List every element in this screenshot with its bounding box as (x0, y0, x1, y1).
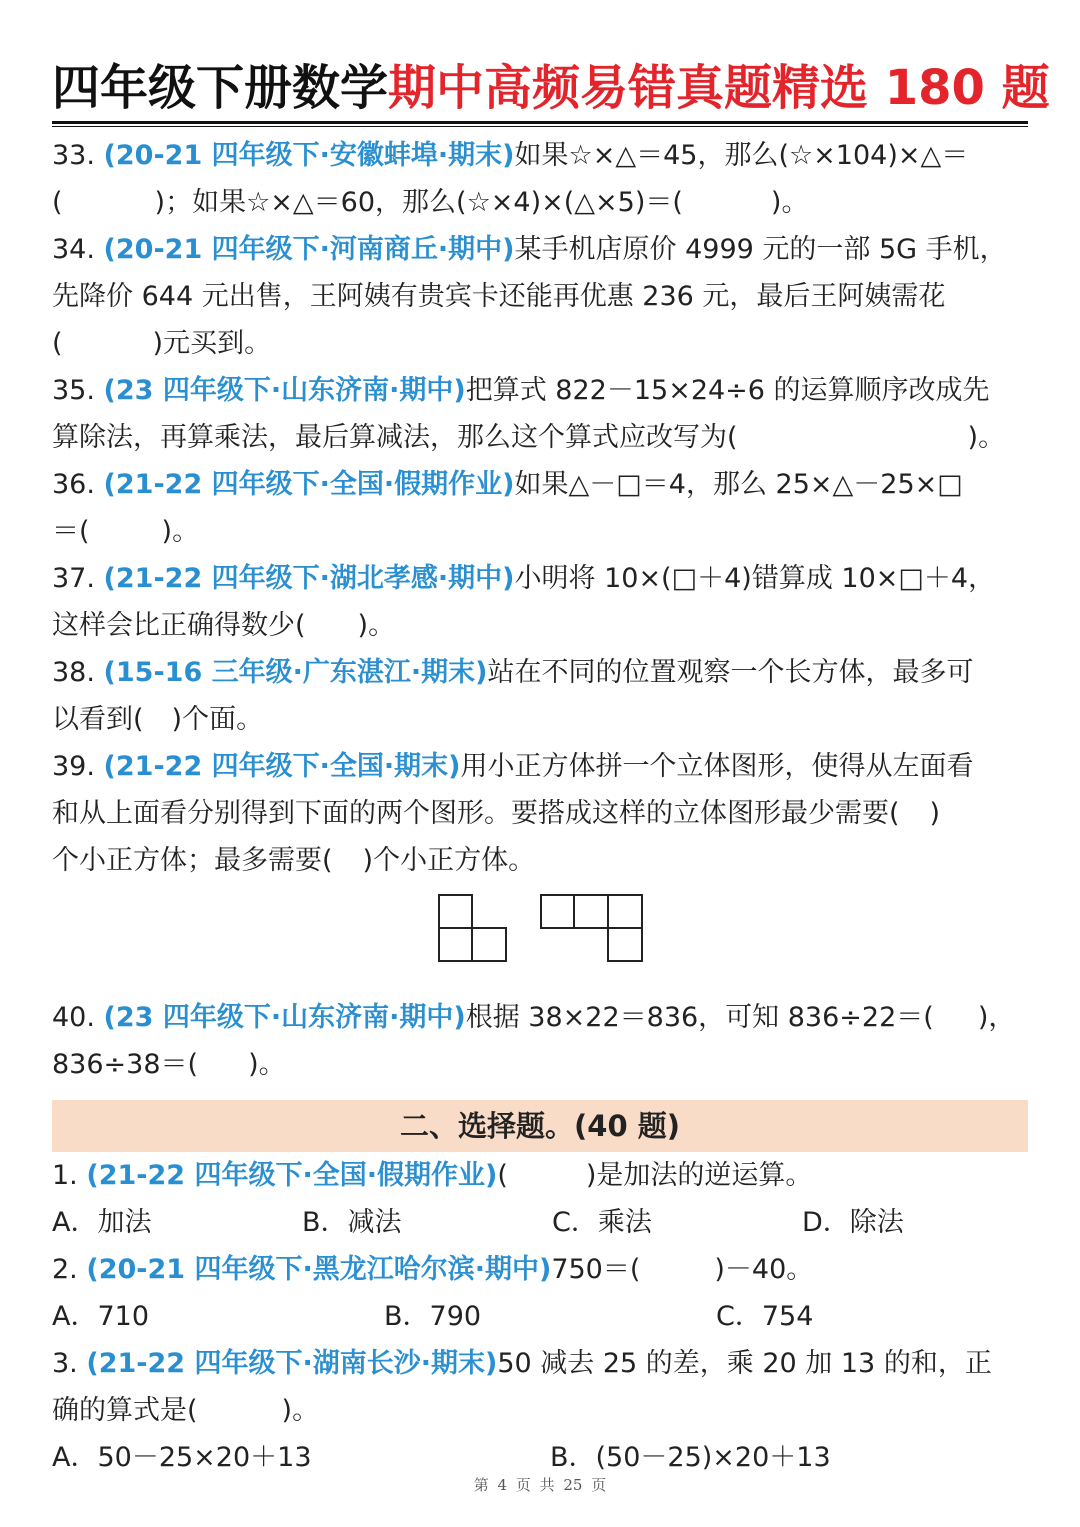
question-source: (23 四年级下·山东济南·期中) (103, 375, 466, 406)
top-view-figure (540, 894, 644, 962)
question-text: 750＝( (551, 1254, 641, 1285)
question-text: 把算式 822－15×24÷6 的运算顺序改成先 (465, 375, 990, 406)
question-number: 1. (52, 1160, 78, 1191)
question-text: )个面。 (171, 704, 264, 735)
question-source: (20-21 四年级下·河南商丘·期中) (103, 234, 515, 265)
title-black-part: 四年级下册数学 (52, 60, 389, 116)
question-36-line2 (52, 508, 1028, 555)
question-text: ( (497, 1160, 508, 1191)
question-text: )。 (357, 610, 396, 641)
question-source: (20-21 四年级下·安徽蚌埠·期末) (103, 140, 515, 171)
choice-options (52, 1199, 1028, 1246)
page-title (52, 52, 1050, 124)
question-39-line3 (52, 837, 1028, 884)
question-text: 某手机店原价 4999 元的一部 5G 手机， (514, 234, 1007, 265)
question-text: 和从上面看分别得到下面的两个图形。要搭成这样的立体图形最少需要( (52, 798, 900, 829)
question-text: )。 (281, 1395, 320, 1426)
question-text: ( (52, 328, 63, 359)
question-text: 确的算式是( (52, 1395, 198, 1426)
question-number: 3. (52, 1348, 78, 1379)
question-text: 这样会比正确得数少( (52, 610, 306, 641)
option-c[interactable]: C．乘法 (552, 1207, 652, 1238)
question-text: 算除法，再算乘法，最后算减法，那么这个算式应改写为( (52, 422, 738, 453)
question-text: )－40。 (714, 1254, 814, 1285)
question-number: 40. (52, 1002, 95, 1033)
question-text: )；如果☆×△＝60，那么(☆×4)×(△×5)＝( (154, 187, 683, 218)
question-text: )。 (770, 187, 809, 218)
question-text: )。 (248, 1049, 286, 1080)
question-number: 34. (52, 234, 95, 265)
question-37-line2 (52, 602, 1028, 649)
question-text: )元买到。 (152, 328, 272, 359)
question-text: )个小正方体。 (362, 845, 536, 876)
option-b[interactable]: B．(50－25)×20＋13 (550, 1442, 831, 1473)
choice-options (52, 1293, 1028, 1340)
question-36 (52, 461, 1028, 508)
question-source: (21-22 四年级下·全国·期末) (103, 751, 461, 782)
section-heading: 二、选择题。(40 题) (52, 1100, 1028, 1152)
option-a[interactable]: A．50－25×20＋13 (52, 1442, 312, 1473)
left-view-figure (438, 894, 508, 962)
option-b[interactable]: B．减法 (302, 1207, 402, 1238)
question-source: (15-16 三年级·广东湛江·期末) (103, 657, 488, 688)
view-figures (52, 884, 1028, 994)
question-text: 如果☆×△＝45，那么(☆×104)×△＝ (514, 140, 969, 171)
question-33 (52, 132, 1028, 179)
question-40 (52, 994, 1028, 1041)
question-text: )。 (967, 422, 1006, 453)
question-text: ＝( (52, 516, 90, 547)
question-source: (21-22 四年级下·湖北孝感·期中) (103, 563, 515, 594)
question-39 (52, 743, 1028, 790)
title-rule-thick (52, 121, 1028, 124)
option-d[interactable]: D．除法 (802, 1207, 904, 1238)
question-number: 38. (52, 657, 95, 688)
question-text: )。 (161, 516, 200, 547)
question-number: 39. (52, 751, 95, 782)
question-number: 2. (52, 1254, 78, 1285)
question-number: 35. (52, 375, 95, 406)
question-39-line2 (52, 790, 1028, 837)
question-34 (52, 226, 1028, 273)
choice-question-1 (52, 1152, 1028, 1199)
question-text: 小明将 10×(□＋4)错算成 10×□＋4， (514, 563, 996, 594)
question-text: 站在不同的位置观察一个长方体，最多可 (487, 657, 974, 688)
question-text: 根据 38×22＝836，可知 836÷22＝( (465, 1002, 934, 1033)
question-text: )是加法的逆运算。 (585, 1160, 813, 1191)
title-red-part: 期中高频易错真题精选 180 题 (388, 60, 1050, 116)
question-34-line3 (52, 320, 1028, 367)
question-text: 如果△－□＝4，那么 25×△－25×□ (514, 469, 963, 500)
question-text: 先降价 644 元出售，王阿姨有贵宾卡还能再优惠 236 元，最后王阿姨需花 (52, 281, 946, 312)
question-text: ( (52, 187, 63, 218)
question-number: 36. (52, 469, 95, 500)
question-text: )， (977, 1002, 1016, 1033)
option-a[interactable]: A．加法 (52, 1207, 152, 1238)
option-c[interactable]: C．754 (716, 1301, 814, 1332)
title-rule-thin (52, 126, 1028, 127)
choice-question-3 (52, 1340, 1028, 1387)
question-33-line2 (52, 179, 1028, 226)
question-38 (52, 649, 1028, 696)
question-text: 50 减去 25 的差，乘 20 加 13 的和，正 (497, 1348, 992, 1379)
question-35-line2 (52, 414, 1028, 461)
question-number: 37. (52, 563, 95, 594)
question-34-line2 (52, 273, 1028, 320)
question-38-line2 (52, 696, 1028, 743)
question-text: 用小正方体拼一个立体图形，使得从左面看 (460, 751, 974, 782)
option-a[interactable]: A．710 (52, 1301, 150, 1332)
question-text: 个小正方体；最多需要( (52, 845, 333, 876)
question-text: 836÷38＝( (52, 1049, 199, 1080)
question-source: (21-22 四年级下·湖南长沙·期末) (86, 1348, 498, 1379)
question-source: (21-22 四年级下·全国·假期作业) (103, 469, 515, 500)
question-40-line2 (52, 1041, 1028, 1088)
question-list (52, 132, 1028, 1481)
question-text: ) (929, 798, 941, 829)
question-35 (52, 367, 1028, 414)
choice-question-3-line2 (52, 1387, 1028, 1434)
question-source: (23 四年级下·山东济南·期中) (103, 1002, 466, 1033)
question-source: (20-21 四年级下·黑龙江哈尔滨·期中) (86, 1254, 552, 1285)
option-b[interactable]: B．790 (384, 1301, 482, 1332)
question-number: 33. (52, 140, 95, 171)
question-source: (21-22 四年级下·全国·假期作业) (86, 1160, 498, 1191)
question-text: 以看到( (52, 704, 144, 735)
question-37 (52, 555, 1028, 602)
page-footer: 第 4 页 共 25 页 (473, 1476, 607, 1494)
choice-question-2 (52, 1246, 1028, 1293)
